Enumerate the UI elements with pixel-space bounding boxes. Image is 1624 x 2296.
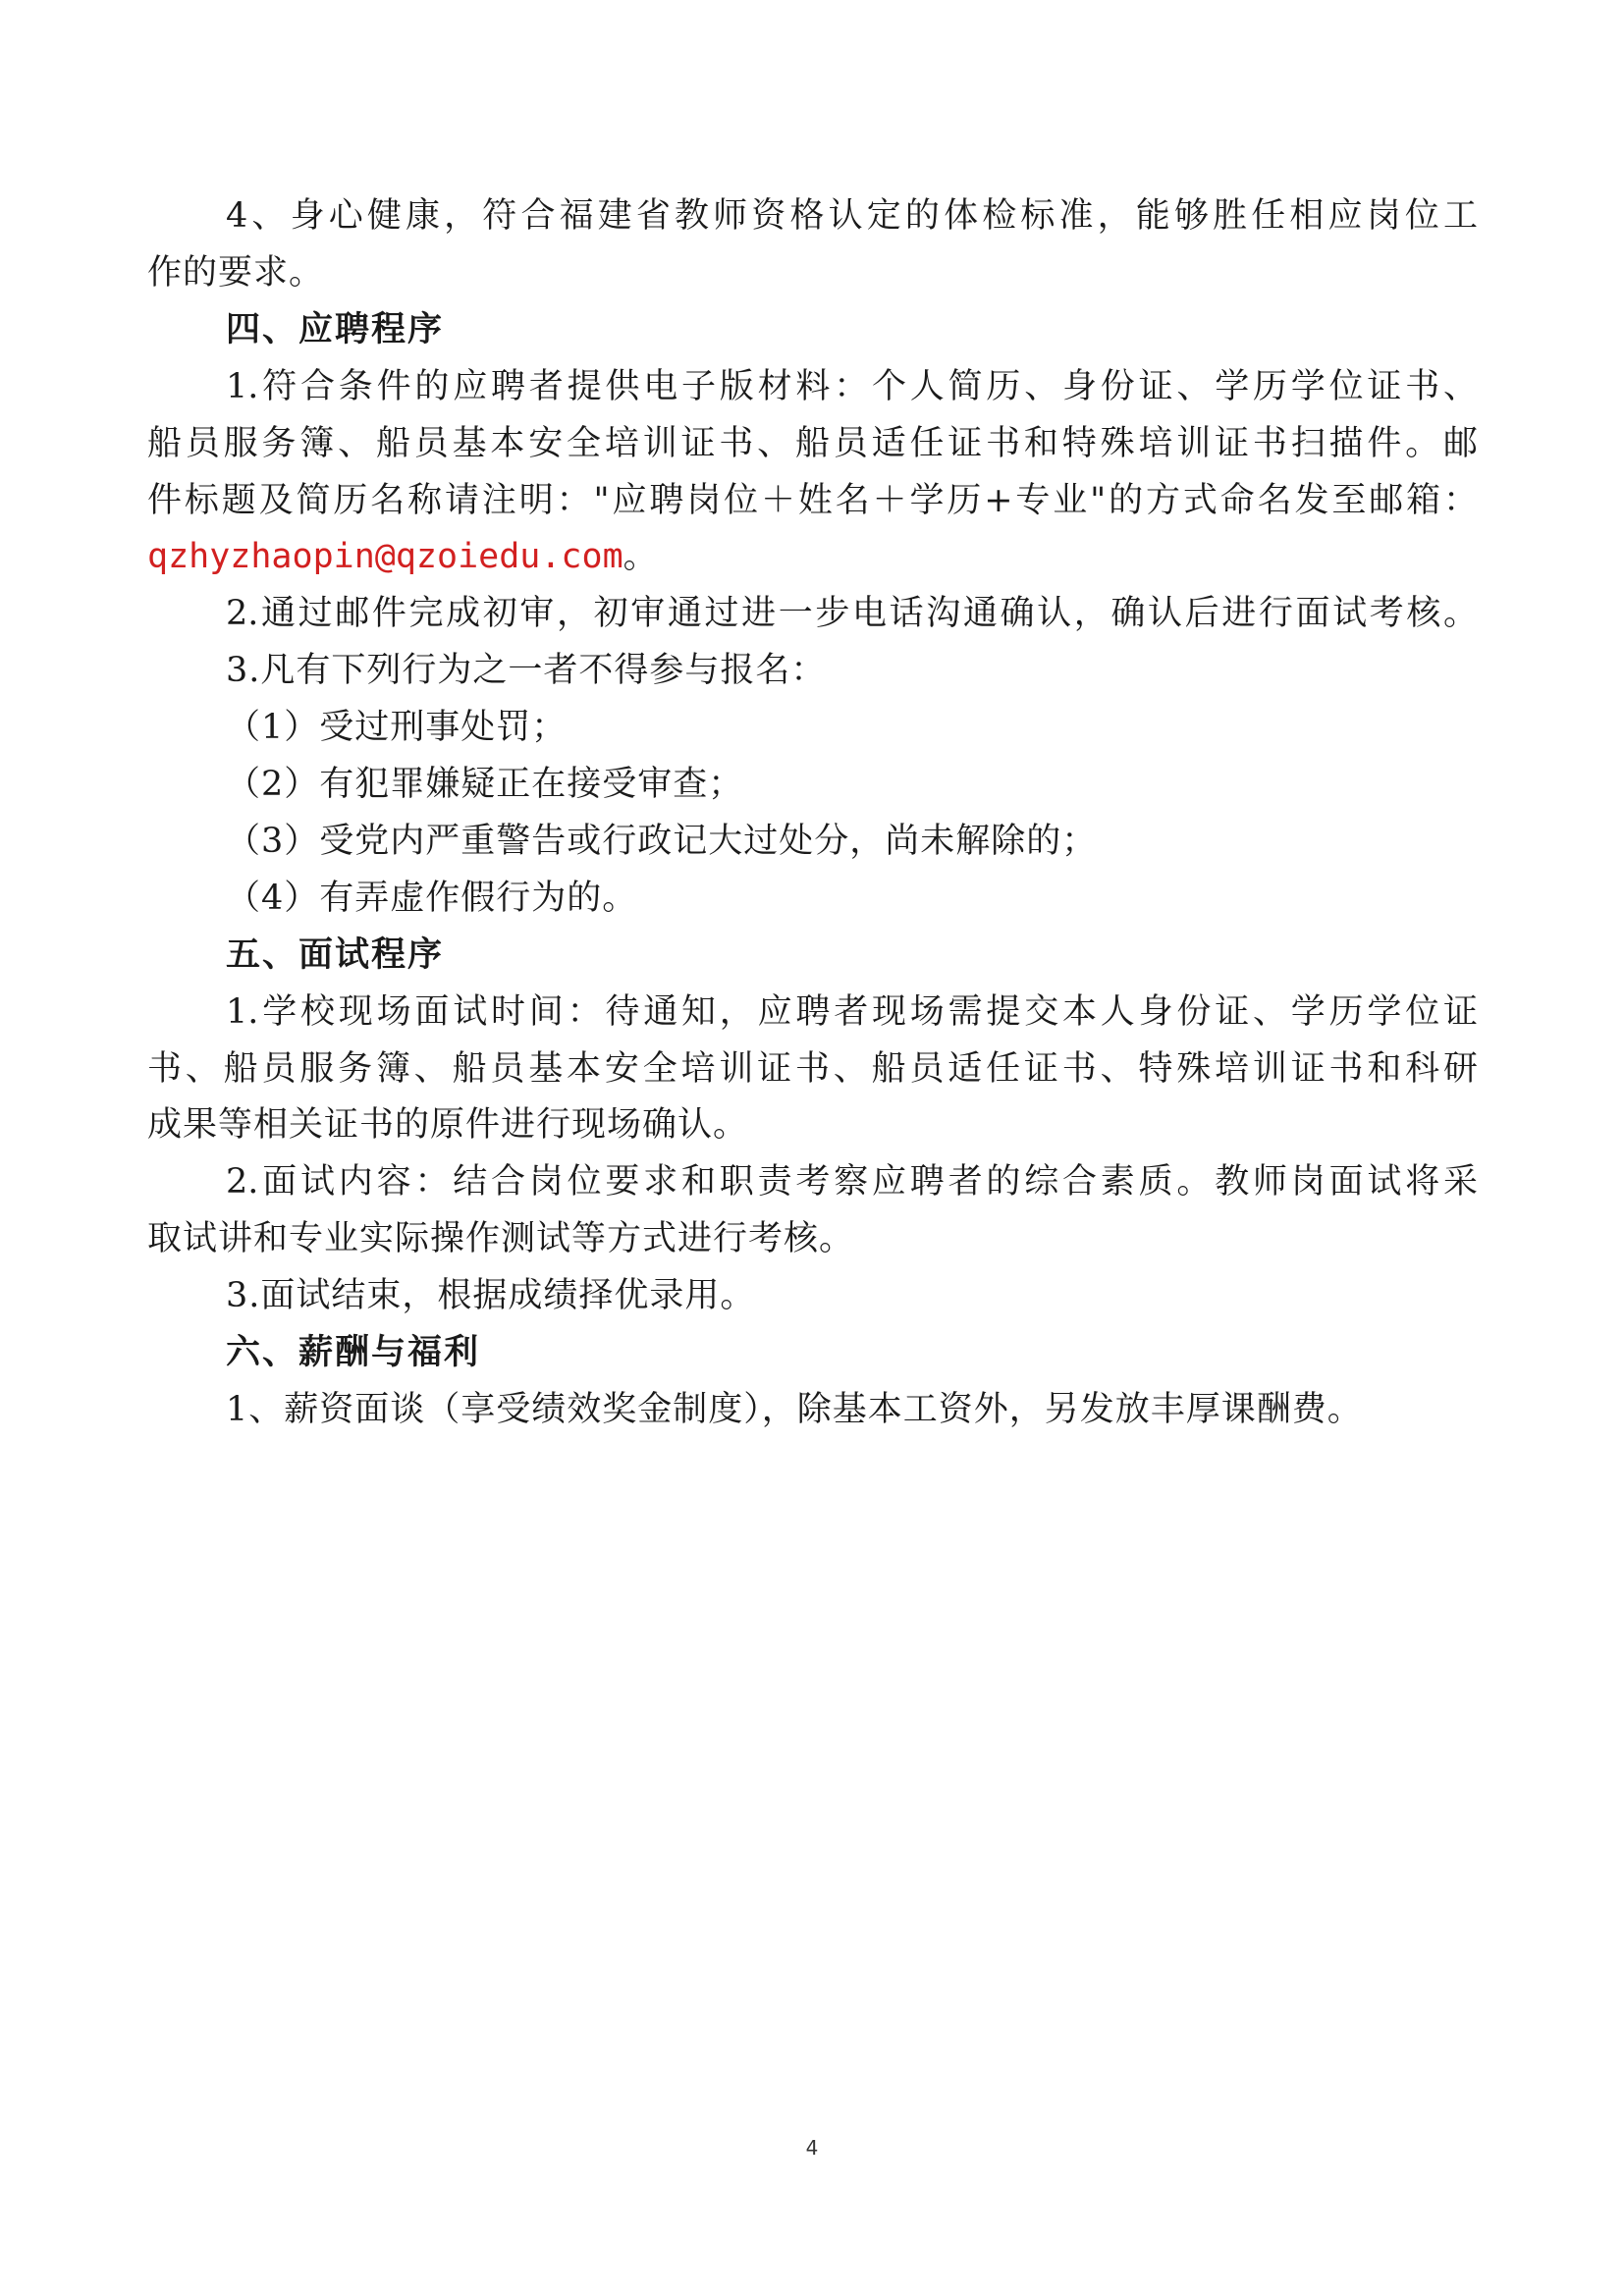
paragraph-line: 2.通过邮件完成初审，初审通过进一步电话沟通确认，确认后进行面试考核。 bbox=[226, 594, 1478, 634]
paragraph-line: （2）有犯罪嫌疑正在接受审查； bbox=[226, 765, 744, 804]
section-heading: 四、应聘程序 bbox=[226, 309, 445, 349]
email-suffix: 。 bbox=[623, 537, 659, 577]
paragraph-line: （3）受党内严重警告或行政记大过处分，尚未解除的； bbox=[226, 821, 1098, 861]
paragraph-line: 船员服务簿、船员基本安全培训证书、船员适任证书和特殊培训证书扫描件。邮 bbox=[147, 423, 1478, 463]
paragraph-line: （4）有弄虚作假行为的。 bbox=[226, 878, 638, 918]
email-line bbox=[147, 533, 659, 580]
paragraph-line: （1）受过刑事处罚； bbox=[226, 708, 568, 748]
paragraph-line: 1.符合条件的应聘者提供电子版材料：个人简历、身份证、学历学位证书、 bbox=[226, 366, 1478, 406]
email-link[interactable]: qzhyzhaopin@qzoiedu.com bbox=[147, 537, 623, 577]
paragraph-line: 成果等相关证书的原件进行现场确认。 bbox=[147, 1105, 749, 1146]
paragraph-line: 3.凡有下列行为之一者不得参与报名： bbox=[226, 651, 827, 691]
paragraph-line: 作的要求。 bbox=[147, 252, 325, 293]
paragraph-line: 3.面试结束，根据成绩择优录用。 bbox=[226, 1276, 756, 1316]
paragraph-line: 件标题及简历名称请注明："应聘岗位＋姓名＋学历+专业"的方式命名发至邮箱： bbox=[147, 480, 1478, 520]
paragraph-line: 1.学校现场面试时间：待通知，应聘者现场需提交本人身份证、学历学位证 bbox=[226, 991, 1478, 1032]
paragraph-line: 书、船员服务簿、船员基本安全培训证书、船员适任证书、特殊培训证书和科研 bbox=[147, 1048, 1478, 1089]
page-number: 4 bbox=[805, 2136, 819, 2160]
paragraph-line: 4、身心健康，符合福建省教师资格认定的体检标准，能够胜任相应岗位工 bbox=[226, 196, 1478, 236]
section-heading: 六、薪酬与福利 bbox=[226, 1333, 481, 1372]
paragraph-line: 2.面试内容：结合岗位要求和职责考察应聘者的综合素质。教师岗面试将采 bbox=[226, 1162, 1478, 1202]
paragraph-line: 1、薪资面谈（享受绩效奖金制度），除基本工资外，另发放丰厚课酬费。 bbox=[226, 1389, 1363, 1429]
paragraph-line: 取试讲和专业实际操作测试等方式进行考核。 bbox=[147, 1219, 855, 1259]
section-heading: 五、面试程序 bbox=[226, 934, 445, 975]
